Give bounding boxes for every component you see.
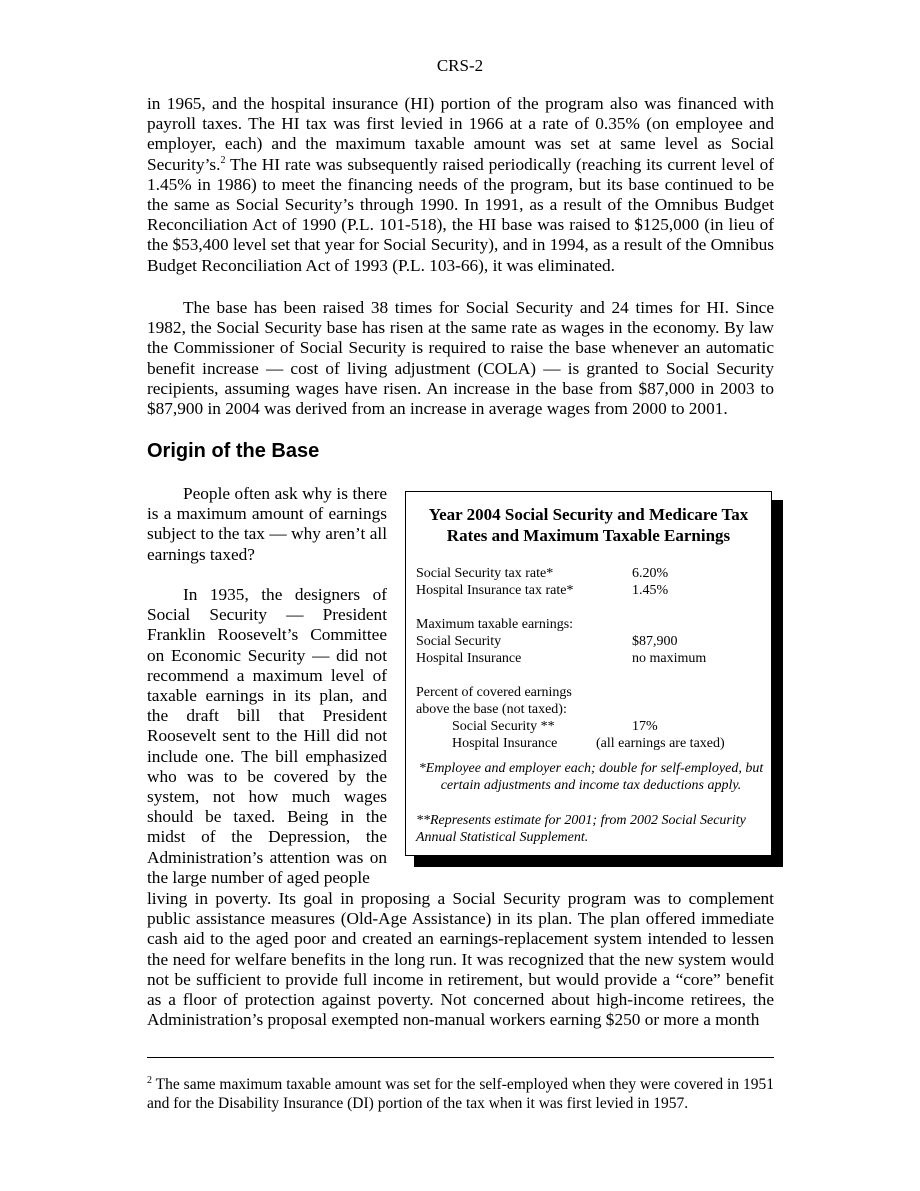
pct-heading-row-2 [416, 701, 766, 718]
box-note-2: **Represents estimate for 2001; from 2002 Social Security Annual Statistical Supplement. [416, 813, 746, 845]
tax-rates-box [405, 491, 772, 856]
body-paragraph-4-continued: living in poverty. Its goal in proposing a Social Security program was to complement public assistance measures (Old-Age Assistance) in its plan. The plan offered immediate cash aid to the aged poor and created an earnings-replacement system intended to lessen the need for welfare benefits in the long run. It was recognized that the new system would not be sufficient to provide full income in retirement, but would provide a “core” benefit as a floor of protection against poverty. Not concerned about high-income retirees, the Administration’s proposal exempted non-manual workers earning $250 or more a month [147, 889, 774, 1030]
footnote-text: The same maximum taxable amount was set for the self-employed when they were covered in 1951 and for the Disability Insurance (DI) portion of the tax when it was first levied in 1957. [147, 1076, 774, 1112]
max-heading: Maximum taxable earnings: [416, 617, 574, 632]
ss-rate-value: 6.20% [632, 566, 669, 581]
footnote-ref[interactable]: 2 [220, 154, 226, 166]
box-title-line-1: Year 2004 Social Security and Medicare Tax [428, 505, 749, 524]
footnote [147, 1075, 774, 1113]
max-hi-row [416, 650, 766, 667]
ss-rate-row [416, 565, 766, 582]
page-header: CRS-2 [436, 56, 484, 75]
para1-text-b: The HI rate was subsequently raised periodically (reaching its current level of 1.45% in 1986) to meet the financing needs of the program, but its base continued to be the same as Social Security’s through 1990. In 1991, as a result of the Omnibus Budget Reconciliation Act of 1990 (P.L. 101-518), the HI base was raised to $125,000 (in lieu of the $53,400 level set that year for Social Security), and in 1994, as a result of the Omnibus Budget Reconciliation Act of 1993 (P.L. 103-66), it was eliminated. [147, 154, 774, 275]
pct-hi-value: (all earnings are taxed) [596, 736, 725, 751]
footnote-marker: 2 [147, 1074, 152, 1086]
max-hi-value: no maximum [632, 651, 707, 666]
pct-heading-line-1: Percent of covered earnings [416, 685, 572, 700]
pct-ss-value: 17% [632, 719, 658, 734]
pct-hi-row [416, 735, 766, 752]
pct-ss-label: Social Security ** [452, 719, 555, 734]
hi-rate-label: Hospital Insurance tax rate* [416, 583, 574, 598]
hi-rate-value: 1.45% [632, 583, 669, 598]
ss-rate-label: Social Security tax rate* [416, 566, 554, 581]
max-hi-label: Hospital Insurance [416, 651, 522, 666]
max-ss-value: $87,900 [632, 634, 678, 649]
body-paragraph-4: In 1935, the designers of Social Security — President Franklin Roosevelt’s Committee on Economic Security — did not recommend a maximum level of taxable earnings in its plan, and the draft bill that President Roosevelt sent to the Hill did not include one. The bill emphasized who was to be covered by the system, not how much wages should be taxed. Being in the midst of the Depression, the Administration’s attention was on the large number of aged people [147, 585, 387, 887]
body-paragraph-3: People often ask why is there is a maximum amount of earnings subject to the tax — why aren’t all earnings taxed? [147, 484, 387, 564]
max-ss-label: Social Security [416, 634, 502, 649]
pct-heading-row-1 [416, 684, 766, 701]
box-title [406, 504, 771, 546]
hi-rate-row [416, 582, 766, 599]
para1-text-a: in 1965, and the hospital insurance (HI) portion of the program also was financed with payroll taxes. The HI tax was first levied in 1966 at a rate of 0.35% (on employee and employer, each) and the maximum taxable amount was set at same level as Social Security’s. [147, 94, 774, 174]
left-column [147, 484, 387, 888]
footnote-divider [147, 1057, 774, 1058]
pct-ss-row [416, 718, 766, 735]
pct-hi-label: Hospital Insurance [452, 736, 558, 751]
max-heading-row [416, 616, 766, 633]
section-heading: Origin of the Base [147, 440, 320, 462]
body-paragraph-2: The base has been raised 38 times for Social Security and 24 times for HI. Since 1982, the Social Security base has risen at the same rate as wages in the economy. By law the Commissioner of Social Security is required to raise the base whenever an automatic benefit increase — cost of living adjustment (COLA) — is granted to Social Security recipients, assuming wages have risen. An increase in the base from $87,000 in 2003 to $87,900 in 2004 was derived from an increase in average wages from 2000 to 2001. [147, 298, 774, 419]
box-title-line-2: Rates and Maximum Taxable Earnings [446, 526, 731, 545]
box-body [416, 565, 766, 846]
body-paragraph-1 [147, 94, 774, 276]
pct-heading-line-2: above the base (not taxed): [416, 702, 567, 717]
box-note-1: *Employee and employer each; double for self-employed, but certain adjustments and income tax deductions apply. [418, 761, 764, 793]
max-ss-row [416, 633, 766, 650]
